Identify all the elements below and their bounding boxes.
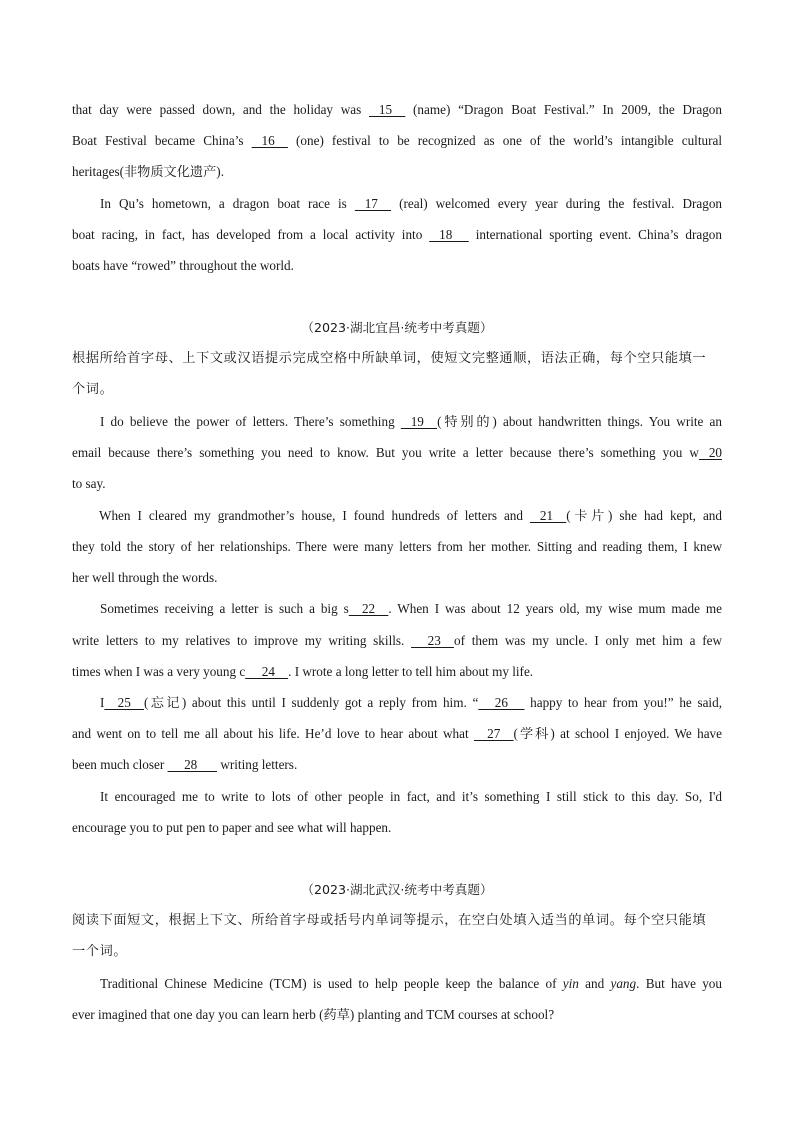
- passage2-line-6: her well through the words.: [72, 570, 218, 585]
- passage2-line-11: [72, 726, 722, 742]
- passage1-line-1: [72, 102, 722, 118]
- instruction-line-1: 根据所给首字母、上下文或汉语提示完成空格中所缺单词，使短文完整通顺，语法正确，每个空只能填一: [72, 351, 707, 366]
- text: that day were passed down, and the holiday was: [72, 102, 369, 117]
- text: When I cleared my grandmother’s house, I found hundreds of letters and: [99, 508, 530, 523]
- passage1-line-6: boats have “rowed” throughout the world.: [72, 258, 294, 273]
- text: Sometimes receiving a letter is such a big s: [100, 601, 349, 616]
- text: international sporting event. China’s dragon: [468, 227, 722, 242]
- blank-28: 28: [167, 757, 218, 772]
- text: of them was my uncle. I only met him a few: [453, 633, 722, 648]
- instruction-line-2: 个词。: [72, 382, 114, 397]
- text: and went on to tell me all about his life. He’d love to hear about what: [72, 726, 474, 741]
- passage2-line-5: they told the story of her relationships. There were many letters from her mother. Sitting and reading them, I knew: [72, 539, 722, 554]
- text: boat racing, in fact, has developed from a local activity into: [72, 227, 430, 242]
- section-source-yichang: （2023·湖北宜昌·统考中考真题）: [301, 320, 493, 335]
- text: (特别的) about handwritten things. You write an: [437, 414, 722, 429]
- text: . When I was about 12 years old, my wise mum made me: [388, 601, 722, 616]
- text: . But have you: [636, 976, 722, 991]
- passage1-line-4: [72, 196, 722, 212]
- blank-20: 20: [698, 445, 722, 460]
- section-source-wuhan: （2023·湖北武汉·统考中考真题）: [301, 882, 493, 897]
- passage3-line-1: [72, 976, 722, 992]
- passage2-line-9: [72, 664, 722, 680]
- passage2-line-12: [72, 757, 722, 773]
- passage2-line-4: [72, 508, 722, 524]
- text: Boat Festival became China’s: [72, 133, 252, 148]
- passage3-line-2: ever imagined that one day you can learn herb (药草) planting and TCM courses at school?: [72, 1007, 555, 1022]
- blank-17: 17: [354, 196, 392, 211]
- blank-19: 19: [400, 414, 438, 429]
- passage1-line-5: [72, 227, 722, 243]
- passage2-line-13: It encouraged me to write to lots of other people in fact, and it’s something I still stick to this day. So, I'd: [100, 789, 722, 804]
- text: Traditional Chinese Medicine (TCM) is used to help people keep the balance of: [100, 976, 563, 991]
- passage2-line-1: [72, 414, 722, 430]
- text: times when I was a very young c: [72, 664, 246, 679]
- passage1-line-2: [72, 133, 722, 149]
- blank-23: 23: [411, 633, 454, 648]
- passage1-line-3: heritages(非物质文化遗产).: [72, 164, 224, 179]
- text: (real) welcomed every year during the festival. Dragon: [391, 196, 723, 211]
- passage2-line-14: encourage you to put pen to paper and see what will happen.: [72, 820, 392, 835]
- passage2-line-2: [72, 445, 722, 461]
- text: writing letters.: [217, 757, 298, 772]
- text: (one) festival to be recognized as one of the world’s intangible cultural: [287, 133, 722, 148]
- text: happy to hear from you!” he said,: [524, 695, 722, 710]
- blank-22: 22: [348, 601, 389, 616]
- blank-15: 15: [369, 102, 406, 117]
- text: yin: [562, 976, 579, 991]
- passage2-line-7: [72, 601, 722, 617]
- text: write letters to my relatives to improve my writing skills.: [72, 633, 412, 648]
- text: I do believe the power of letters. There’s something: [100, 414, 401, 429]
- blank-21: 21: [529, 508, 567, 523]
- text: and: [578, 976, 611, 991]
- instruction-line-1: 阅读下面短文，根据上下文、所给首字母或括号内单词等提示，在空白处填入适当的单词。每个空只能填: [72, 913, 707, 928]
- text: (卡片) she had kept, and: [566, 508, 722, 523]
- text: yang: [610, 976, 637, 991]
- blank-24: 24: [245, 664, 289, 679]
- text: . I wrote a long letter to tell him about my life.: [288, 664, 534, 679]
- text: (name) “Dragon Boat Festival.” In 2009, the Dragon: [405, 102, 722, 117]
- text: email because there’s something you need to know. But you write a letter because there’s something you w: [72, 445, 699, 460]
- blank-16: 16: [251, 133, 288, 148]
- passage2-line-8: [72, 633, 722, 649]
- blank-25: 25: [104, 695, 144, 710]
- text: In Qu’s hometown, a dragon boat race is: [100, 196, 355, 211]
- passage2-line-3: to say.: [72, 476, 106, 491]
- blank-26: 26: [478, 695, 525, 710]
- passage2-line-10: [72, 695, 722, 711]
- text: (忘记) about this until I suddenly got a reply from him. “: [143, 695, 479, 710]
- text: been much closer: [72, 757, 168, 772]
- instruction-line-2: 一个词。: [72, 944, 128, 959]
- blank-27: 27: [473, 726, 514, 741]
- text: I: [100, 695, 105, 710]
- text: (学科) at school I enjoyed. We have: [513, 726, 722, 741]
- blank-18: 18: [429, 227, 469, 242]
